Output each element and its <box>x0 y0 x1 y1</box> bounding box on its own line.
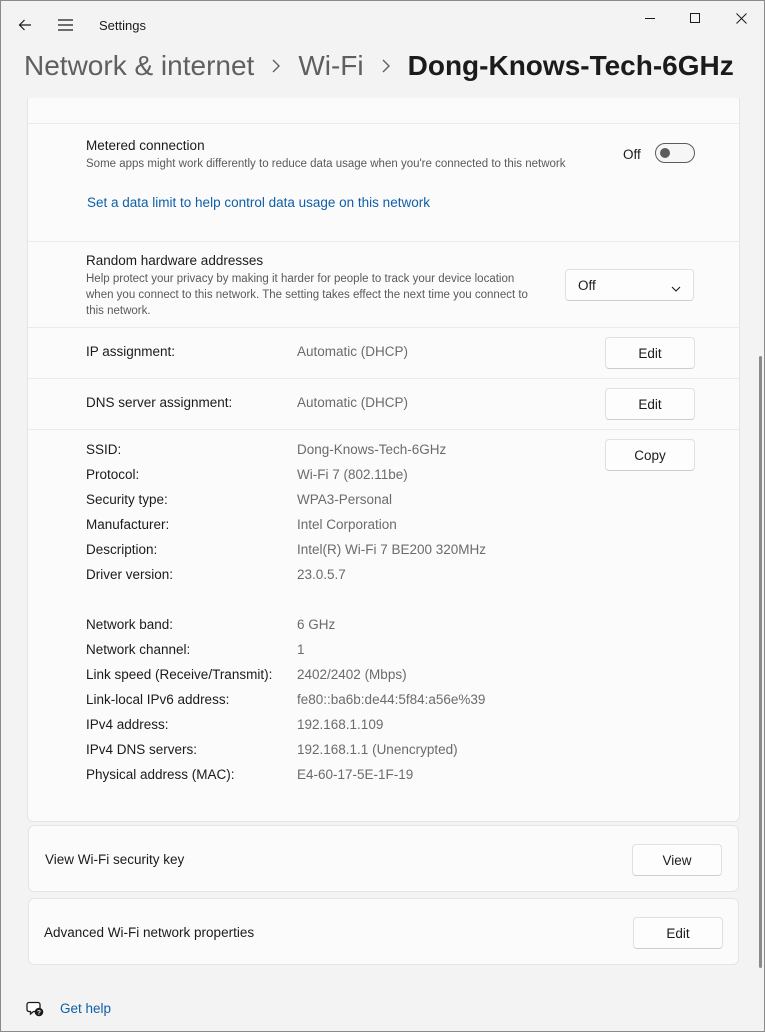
metered-toggle-state: Off <box>623 147 641 162</box>
property-value: WPA3-Personal <box>297 492 393 507</box>
chevron-down-icon <box>671 280 681 295</box>
metered-connection-description: Some apps might work differently to reduce data usage when you're connected to this network <box>86 158 566 170</box>
back-arrow-icon <box>18 19 32 31</box>
advanced-properties-edit-button[interactable]: Edit <box>633 917 723 949</box>
divider <box>28 378 739 379</box>
random-hw-addresses-dropdown[interactable] <box>565 269 694 301</box>
security-key-card <box>28 825 739 892</box>
advanced-properties-label: Advanced Wi-Fi network properties <box>44 925 255 940</box>
minimize-icon <box>645 13 655 23</box>
property-label: Network channel: <box>86 642 191 657</box>
maximize-icon <box>690 13 700 23</box>
data-limit-link[interactable]: Set a data limit to help control data usage on this network <box>87 195 430 210</box>
property-label: Link-local IPv6 address: <box>86 692 230 707</box>
view-security-key-button[interactable]: View <box>632 844 722 876</box>
property-value: Intel(R) Wi-Fi 7 BE200 320MHz <box>297 542 487 557</box>
breadcrumb-wifi[interactable]: Wi-Fi <box>298 50 364 81</box>
property-value: Wi-Fi 7 (802.11be) <box>297 467 408 482</box>
property-label: Driver version: <box>86 567 174 582</box>
maximize-button[interactable] <box>672 5 718 31</box>
property-label: Physical address (MAC): <box>86 767 235 782</box>
divider <box>28 327 739 328</box>
ip-assignment-label: IP assignment: <box>86 344 176 359</box>
navigation-menu-button[interactable] <box>50 10 80 40</box>
toggle-knob <box>660 148 670 158</box>
property-label: Manufacturer: <box>86 517 170 532</box>
help-chat-icon <box>26 999 44 1017</box>
security-key-label: View Wi-Fi security key <box>45 852 185 867</box>
ip-assignment-edit-button[interactable]: Edit <box>605 337 695 369</box>
random-hw-addresses-title: Random hardware addresses <box>86 253 264 268</box>
get-help-row[interactable] <box>26 999 111 1017</box>
scrollbar-thumb[interactable] <box>759 356 762 968</box>
breadcrumb-network-internet[interactable]: Network & internet <box>24 50 255 81</box>
property-value: E4-60-17-5E-1F-19 <box>297 767 414 782</box>
advanced-properties-card <box>28 898 739 965</box>
close-icon <box>736 13 747 24</box>
property-label: Network band: <box>86 617 174 632</box>
property-value: 192.168.1.1 (Unencrypted) <box>297 742 458 757</box>
app-title: Settings <box>99 18 146 33</box>
copy-properties-button[interactable]: Copy <box>605 439 695 471</box>
get-help-link[interactable]: Get help <box>60 1000 112 1016</box>
back-button[interactable] <box>10 10 40 40</box>
property-value: 23.0.5.7 <box>297 567 346 582</box>
property-label: Security type: <box>86 492 168 507</box>
chevron-right-icon <box>364 59 408 73</box>
title-bar <box>0 0 765 48</box>
hamburger-menu-icon <box>58 19 73 31</box>
property-label: Protocol: <box>86 467 140 482</box>
dns-assignment-value: Automatic (DHCP) <box>297 395 409 410</box>
property-label: IPv4 address: <box>86 717 169 732</box>
property-value: fe80::ba6b:de44:5f84:a56e%39 <box>297 692 486 707</box>
dropdown-selected-value: Off <box>578 278 596 293</box>
property-value: Intel Corporation <box>297 517 397 532</box>
property-label: IPv4 DNS servers: <box>86 742 198 757</box>
property-value: 6 GHz <box>297 617 336 632</box>
random-hw-addresses-description: Help protect your privacy by making it harder for people to track your device location when you connect to this network. The setting takes effect the next time you connect to this network. <box>86 273 528 317</box>
property-label: SSID: <box>86 442 122 457</box>
property-value: 1 <box>297 642 305 657</box>
dns-assignment-edit-button[interactable]: Edit <box>605 388 695 420</box>
property-value: 192.168.1.109 <box>297 717 384 732</box>
dns-assignment-label: DNS server assignment: <box>86 395 233 410</box>
divider <box>28 429 739 430</box>
minimize-button[interactable] <box>627 5 673 31</box>
metered-connection-toggle[interactable] <box>655 143 695 163</box>
property-value: Dong-Knows-Tech-6GHz <box>297 442 447 457</box>
chevron-right-icon <box>254 59 298 73</box>
breadcrumb-network-name: Dong-Knows-Tech-6GHz <box>407 50 734 81</box>
divider <box>28 123 739 124</box>
svg-text:?: ? <box>37 1009 41 1017</box>
metered-connection-title: Metered connection <box>86 138 205 153</box>
close-button[interactable] <box>718 5 764 31</box>
property-label: Description: <box>86 542 158 557</box>
ip-assignment-value: Automatic (DHCP) <box>297 344 409 359</box>
property-label: Link speed (Receive/Transmit): <box>86 667 273 682</box>
breadcrumb <box>24 46 734 86</box>
property-value: 2402/2402 (Mbps) <box>297 667 407 682</box>
divider <box>28 241 739 242</box>
